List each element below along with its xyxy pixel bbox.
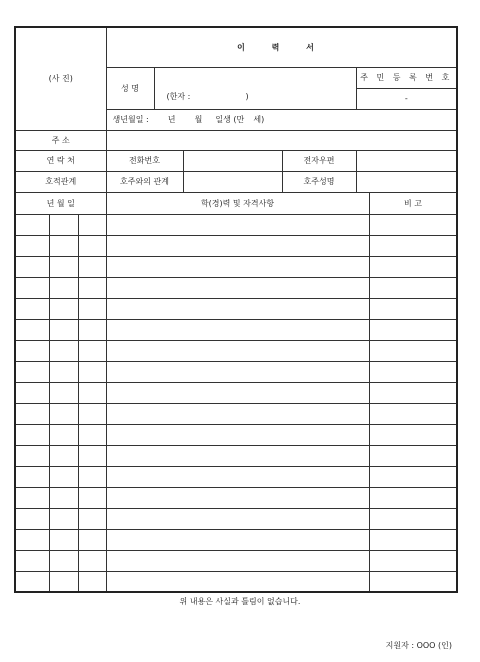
history-row [15,340,457,361]
history-note-cell[interactable] [369,571,457,592]
history-year-cell[interactable] [15,550,49,571]
history-note-cell[interactable] [369,298,457,319]
history-month-cell[interactable] [49,298,78,319]
history-day-cell[interactable] [78,277,106,298]
history-year-cell[interactable] [15,319,49,340]
history-content-cell[interactable] [106,382,369,403]
history-day-cell[interactable] [78,361,106,382]
history-month-cell[interactable] [49,445,78,466]
applicant-signature: 지원자 : OOO (인) [385,641,452,650]
name-field[interactable] [154,67,356,109]
history-content-cell[interactable] [106,529,369,550]
history-day-cell[interactable] [78,424,106,445]
phone-field[interactable] [183,150,282,171]
history-note-cell[interactable] [369,256,457,277]
history-year-cell[interactable] [15,571,49,592]
history-day-cell[interactable] [78,214,106,235]
family-label: 호적관계 [15,171,106,192]
history-day-cell[interactable] [78,466,106,487]
history-month-cell[interactable] [49,256,78,277]
history-year-cell[interactable] [15,445,49,466]
history-content-cell[interactable] [106,466,369,487]
history-day-cell[interactable] [78,487,106,508]
history-note-cell[interactable] [369,550,457,571]
history-year-cell[interactable] [15,214,49,235]
history-month-cell[interactable] [49,277,78,298]
history-month-cell[interactable] [49,529,78,550]
history-year-cell[interactable] [15,277,49,298]
history-year-cell[interactable] [15,235,49,256]
history-content-cell[interactable] [106,508,369,529]
birthdate-row[interactable] [106,109,457,130]
family-head-field[interactable] [356,171,457,192]
history-row [15,235,457,256]
history-month-cell[interactable] [49,340,78,361]
history-note-cell[interactable] [369,424,457,445]
history-month-cell[interactable] [49,508,78,529]
history-year-cell[interactable] [15,403,49,424]
history-month-cell[interactable] [49,487,78,508]
history-month-cell[interactable] [49,214,78,235]
history-row [15,445,457,466]
photo-label: (사 진) [48,74,73,84]
history-row [15,256,457,277]
history-content-cell[interactable] [106,256,369,277]
photo-box [15,27,106,130]
history-note-cell[interactable] [369,403,457,424]
history-day-cell[interactable] [78,256,106,277]
history-note-cell[interactable] [369,277,457,298]
birth-year-label: 년 [167,115,176,124]
family-relation-field[interactable] [183,171,282,192]
history-content-cell[interactable] [106,445,369,466]
birth-day-age-label: 일생 (만 [215,115,245,124]
history-day-cell[interactable] [78,550,106,571]
history-row [15,424,457,445]
history-content-cell[interactable] [106,277,369,298]
history-day-cell[interactable] [78,340,106,361]
history-row [15,508,457,529]
history-year-cell[interactable] [15,298,49,319]
history-year-cell[interactable] [15,361,49,382]
history-note-cell[interactable] [369,466,457,487]
history-year-cell[interactable] [15,256,49,277]
history-month-cell[interactable] [49,403,78,424]
history-year-cell[interactable] [15,529,49,550]
history-day-cell[interactable] [78,382,106,403]
history-day-cell[interactable] [78,403,106,424]
history-month-cell[interactable] [49,382,78,403]
history-note-cell[interactable] [369,382,457,403]
history-year-cell[interactable] [15,340,49,361]
history-note-cell[interactable] [369,319,457,340]
history-year-cell[interactable] [15,382,49,403]
history-day-cell[interactable] [78,529,106,550]
history-content-cell[interactable] [106,298,369,319]
history-note-cell[interactable] [369,235,457,256]
history-content-cell[interactable] [106,235,369,256]
history-note-cell[interactable] [369,487,457,508]
family-relation-label: 호주와의 관계 [106,171,183,192]
history-note-cell[interactable] [369,340,457,361]
birth-label: 생년월일 : [112,115,149,124]
email-field[interactable] [356,150,457,171]
history-month-cell[interactable] [49,571,78,592]
history-day-cell[interactable] [78,445,106,466]
history-day-cell[interactable] [78,571,106,592]
address-label: 주 소 [15,130,106,150]
history-month-cell[interactable] [49,550,78,571]
history-year-cell[interactable] [15,508,49,529]
history-note-cell[interactable] [369,214,457,235]
address-field[interactable] [106,130,457,150]
history-row [15,550,457,571]
history-day-cell[interactable] [78,235,106,256]
history-content-header: 학(경)력 및 자격사항 [106,192,369,214]
history-row [15,466,457,487]
history-content-cell[interactable] [106,340,369,361]
history-month-cell[interactable] [49,319,78,340]
history-row [15,382,457,403]
history-row [15,361,457,382]
history-year-cell[interactable] [15,466,49,487]
page-title: 이 력 서 [106,27,457,67]
history-row [15,403,457,424]
history-note-cell[interactable] [369,508,457,529]
history-content-cell[interactable] [106,571,369,592]
history-note-cell[interactable] [369,361,457,382]
history-month-cell[interactable] [49,235,78,256]
history-row [15,529,457,550]
birth-age-unit: 세) [253,115,265,124]
history-content-cell[interactable] [106,214,369,235]
birth-month-label: 월 [194,115,203,124]
history-day-cell[interactable] [78,298,106,319]
history-date-header: 년 월 일 [15,192,106,214]
email-label: 전자우편 [282,150,356,171]
history-row [15,487,457,508]
history-row [15,277,457,298]
history-month-cell[interactable] [49,466,78,487]
history-day-cell[interactable] [78,508,106,529]
history-row [15,319,457,340]
history-note-cell[interactable] [369,445,457,466]
history-content-cell[interactable] [106,403,369,424]
history-content-cell[interactable] [106,550,369,571]
family-head-label: 호주성명 [282,171,356,192]
history-day-cell[interactable] [78,319,106,340]
history-content-cell[interactable] [106,361,369,382]
name-label: 성 명 [106,67,154,109]
history-content-cell[interactable] [106,487,369,508]
history-row [15,298,457,319]
phone-label: 전화번호 [106,150,183,171]
hanja-label: (한자 : [166,91,191,101]
history-year-cell[interactable] [15,487,49,508]
contact-label: 연 락 처 [15,150,106,171]
history-month-cell[interactable] [49,424,78,445]
history-content-cell[interactable] [106,319,369,340]
history-row [15,571,457,592]
history-year-cell[interactable] [15,424,49,445]
history-row [15,214,457,235]
ssn-field[interactable]: - [356,88,457,109]
history-note-cell[interactable] [369,529,457,550]
hanja-close: ) [245,91,249,101]
ssn-label: 주 민 등 록 번 호 [356,67,457,88]
history-content-cell[interactable] [106,424,369,445]
declaration-text: 위 내용은 사실과 틀림이 없습니다. [179,597,301,606]
resume-form [14,26,458,593]
history-month-cell[interactable] [49,361,78,382]
history-note-header: 비 고 [369,192,457,214]
